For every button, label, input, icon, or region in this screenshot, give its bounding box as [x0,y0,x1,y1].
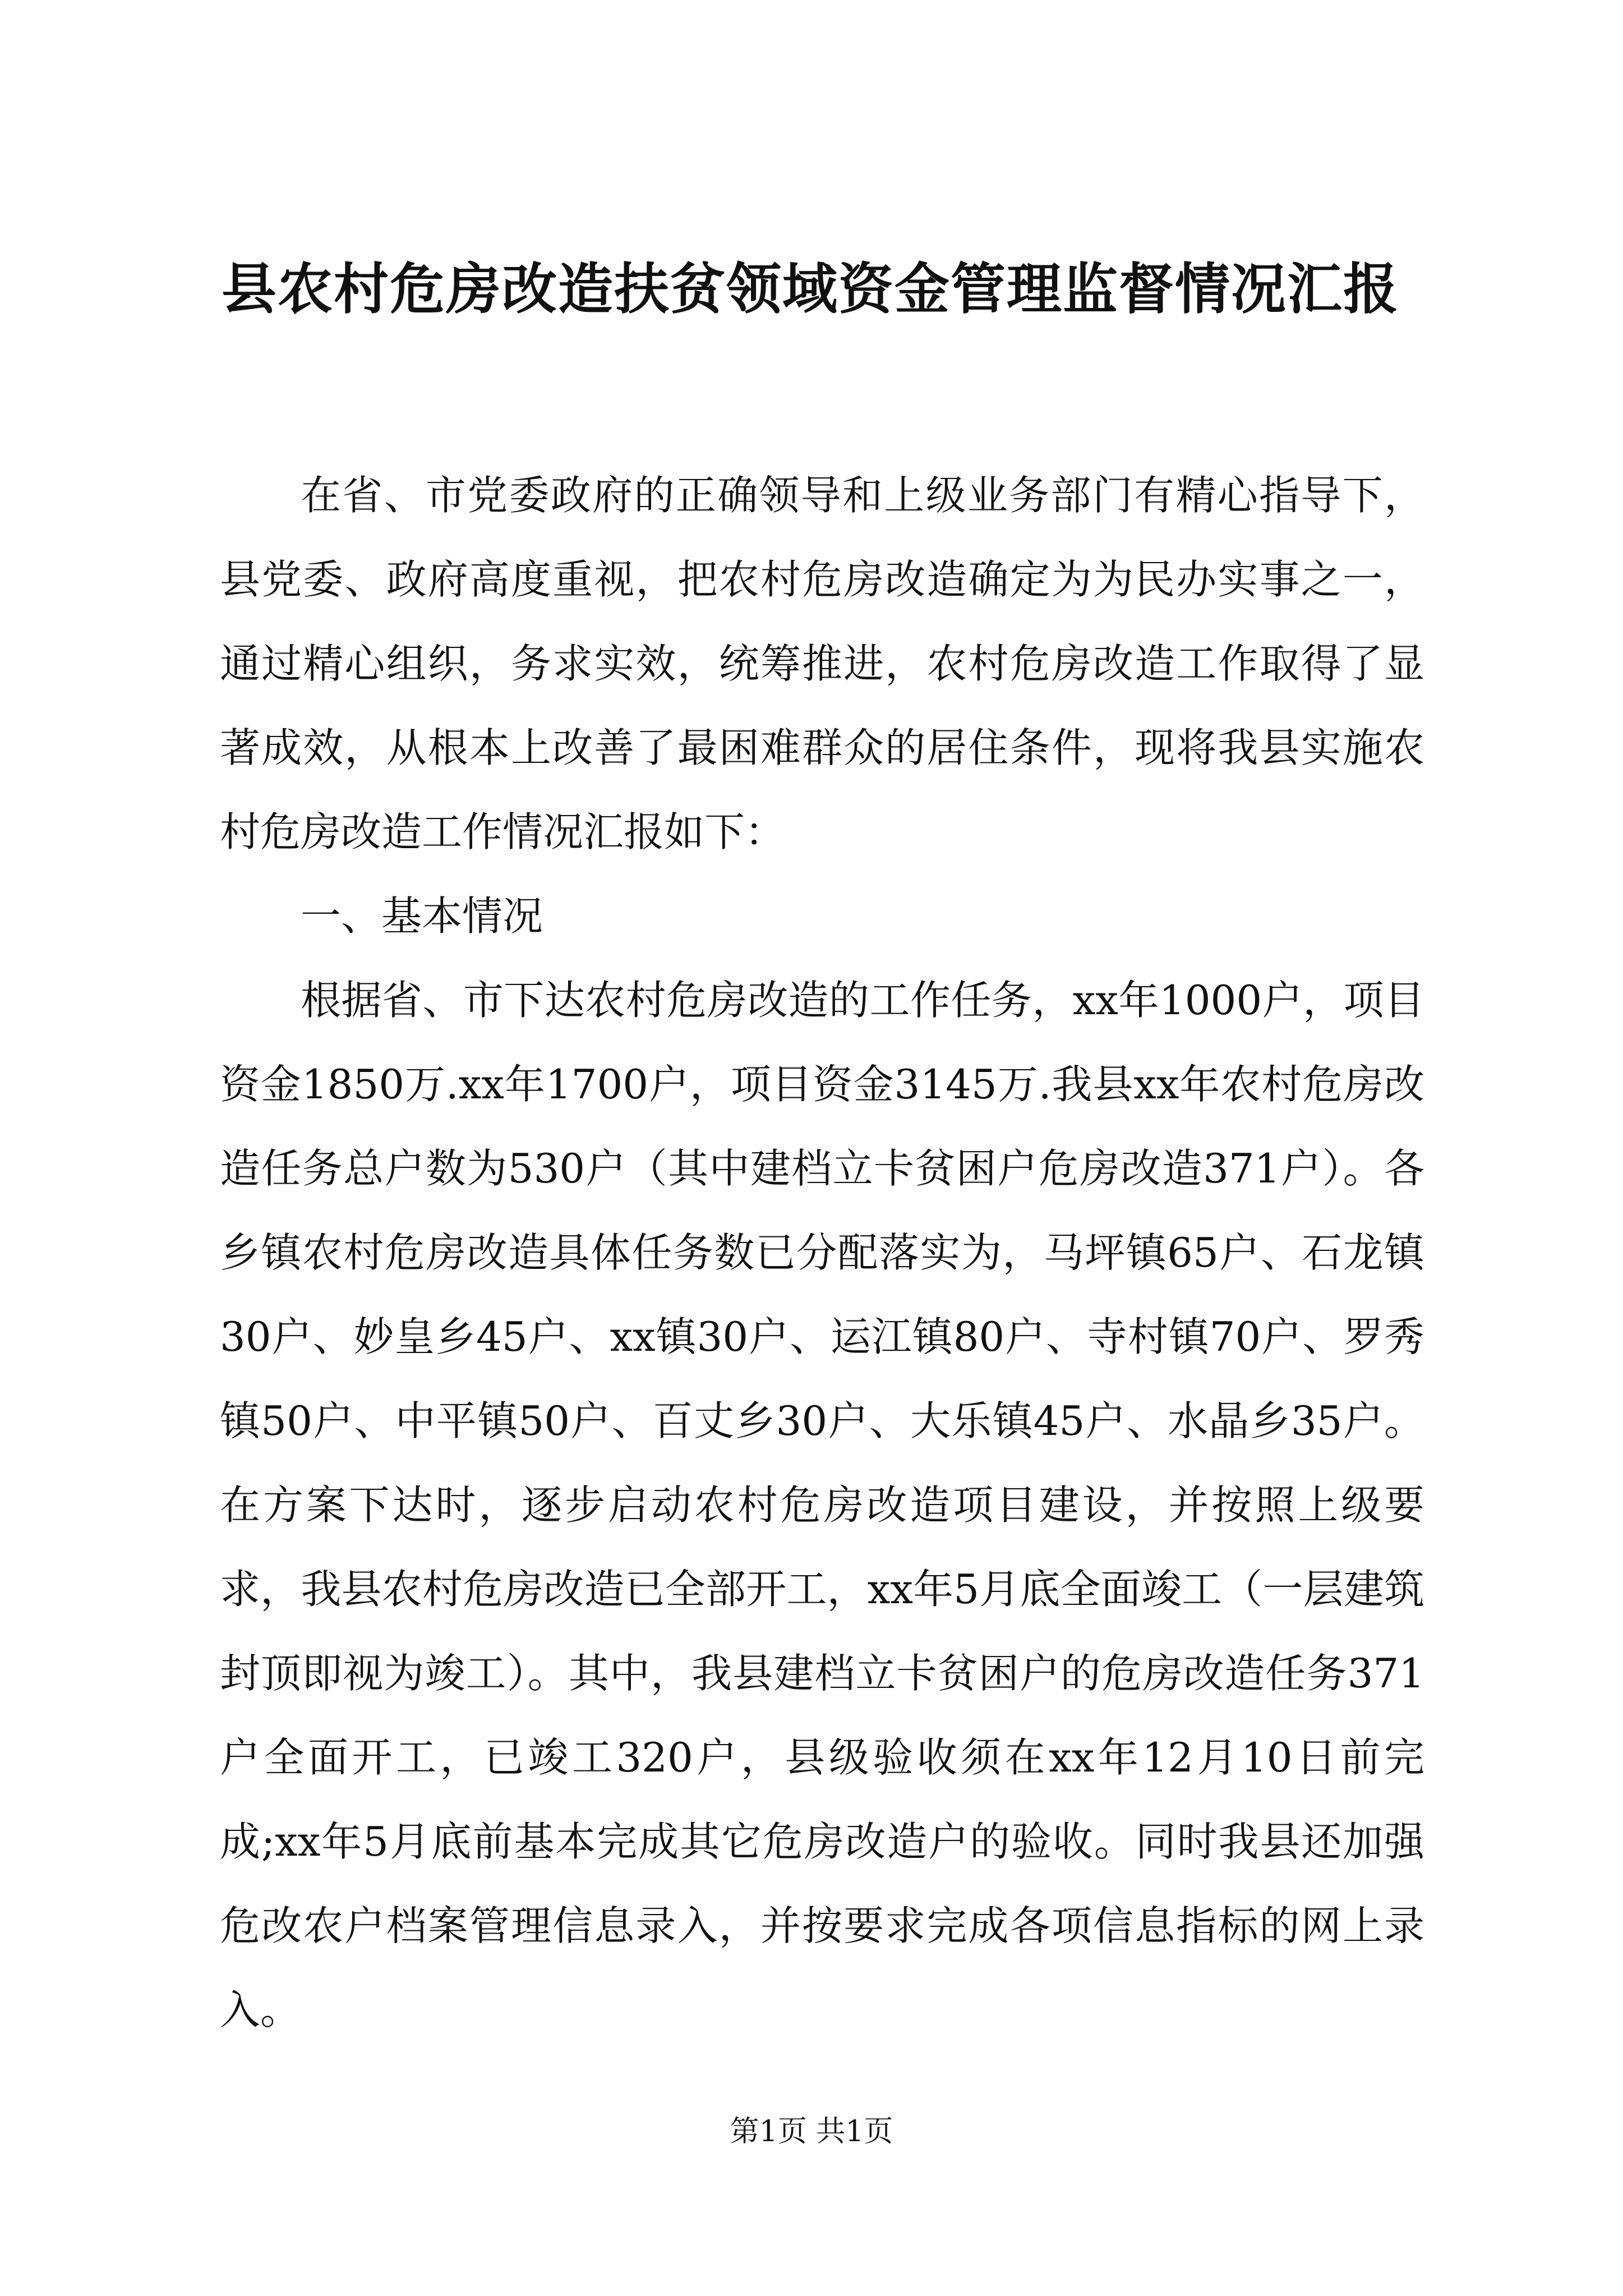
paragraph-basic-situation: 根据省、市下达农村危房改造的工作任务，xx年1000户，项目资金1850万.xx年1700户，项目资金3145万.我县xx年农村危房改造任务总户数为530户（其中建档立卡贫困户危房改造371户）。各乡镇农村危房改造具体任务数已分配落实为，马坪镇65户、石龙镇30户、妙皇乡45户、xx镇30户、运江镇80户、寺村镇70户、罗秀镇50户、中平镇50户、百丈乡30户、大乐镇45户、水晶乡35户。在方案下达时，逐步启动农村危房改造项目建设，并按照上级要求，我县农村危房改造已全部开工，xx年5月底全面竣工（一层建筑封顶即视为竣工）。其中，我县建档立卡贫困户的危房改造任务371户全面开工，已竣工320户，县级验收须在xx年12月10日前完成;xx年5月底前基本完成其它危房改造户的验收。同时我县还加强危改农户档案管理信息录入，并按要求完成各项信息指标的网上录入。 [220,977,1424,2033]
document-title: 县农村危房改造扶贫领域资金管理监督情况汇报 [221,257,1399,321]
paragraph-intro: 在省、市党委政府的正确领导和上级业务部门有精心指导下，县党委、政府高度重视，把农村危房改造确定为为民办实事之一，通过精心组织，务求实效，统筹推进，农村危房改造工作取得了显著成效，从根本上改善了最困难群众的居住条件，现将我县实施农村危房改造工作情况汇报如下： [220,472,1424,855]
document-body [220,453,1424,2052]
section-heading-basic-situation: 一、基本情况 [301,892,543,940]
page-footer: 第1页 共1页 [730,2115,893,2148]
